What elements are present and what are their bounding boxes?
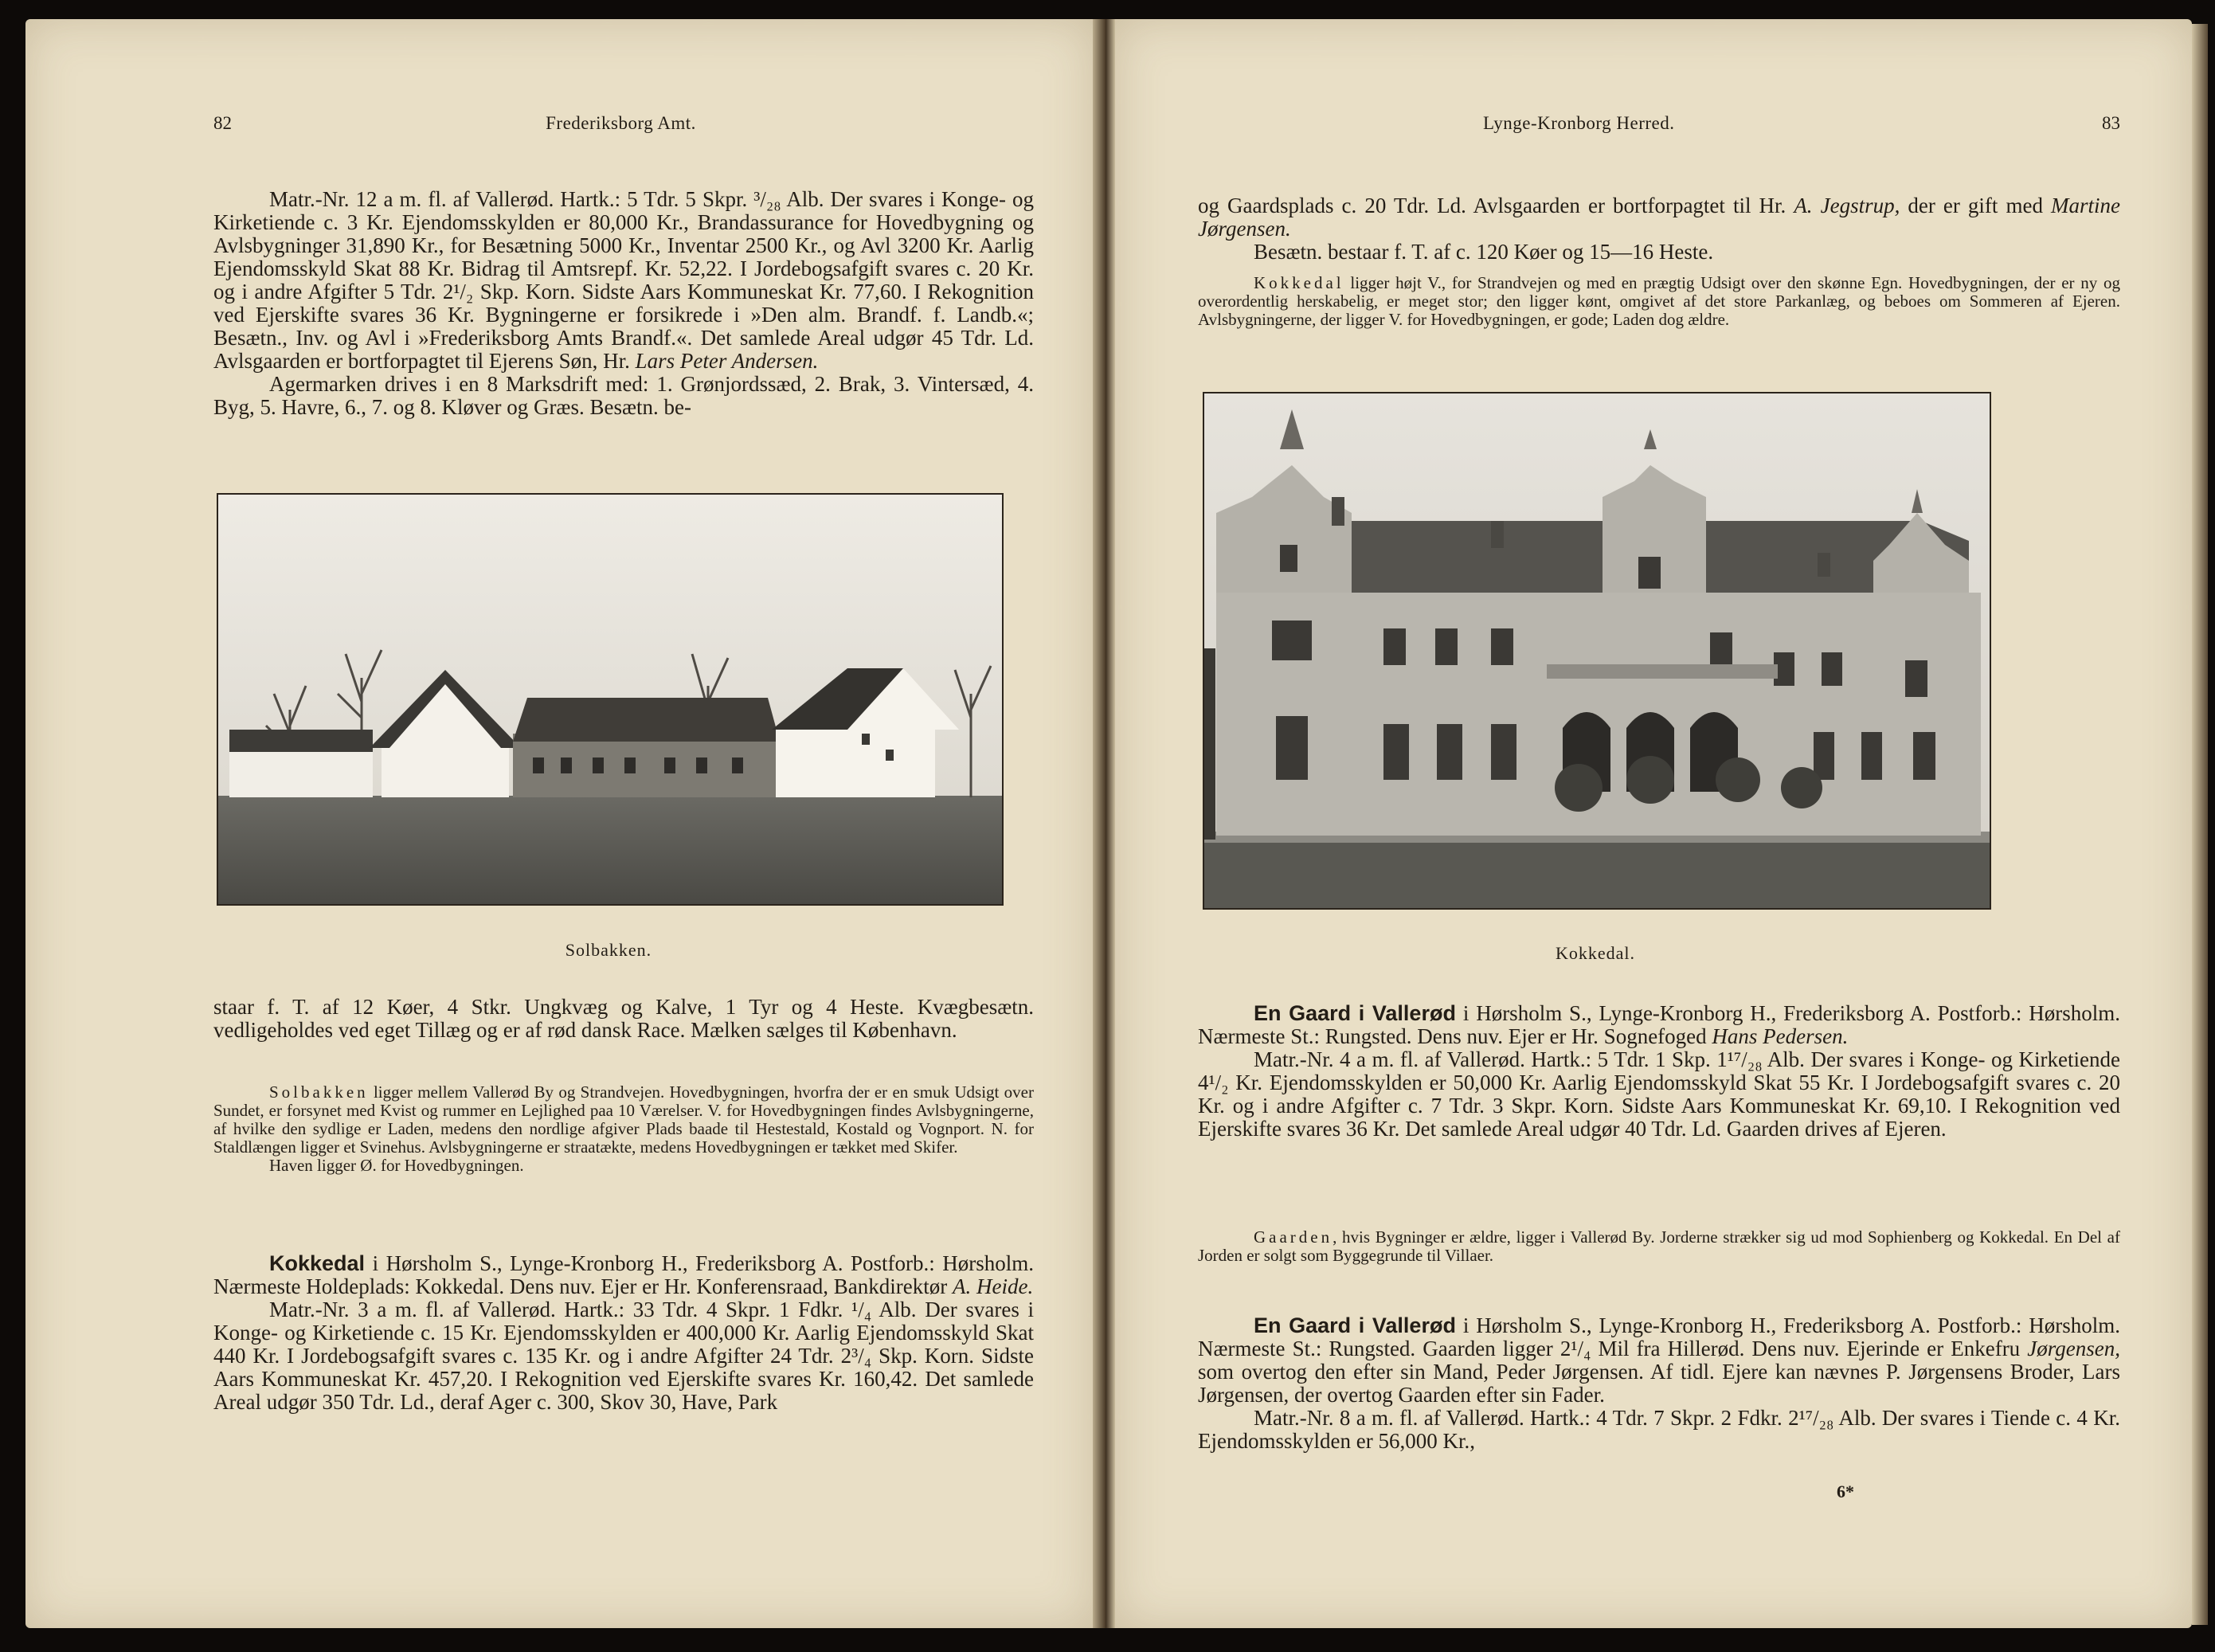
left-header [213, 113, 1034, 134]
note-garden: Haven ligger Ø. for Hovedbygningen. [269, 1156, 524, 1175]
page-number: 82 [213, 113, 232, 133]
text-block-continuation: og Gaardsplads c. 20 Tdr. Ld. Avlsgaarden er bortforpagtet til Hr. A. Jegstrup, der er gift med Martine Jørgensen. Besætn. bestaar f. T. af c. 120 Køer og 15—16 Heste. [1198, 194, 2120, 264]
livestock-line: Besætn. bestaar f. T. af c. 120 Køer og 15—16 Heste. [1254, 240, 1714, 264]
entry-owner: Hans Pedersen. [1712, 1024, 1849, 1048]
entry-gaard-1: En Gaard i Vallerød i Hørsholm S., Lynge-Kronborg H., Frederiksborg A. Postforb.: Hørsholm. Nærmeste St.: Rungsted. Dens nuv. Ejer er Hr. Sognefoged Hans Pedersen. Matr.-Nr. 4 a m. fl. af Vallerød. Hartk.: 5 Tdr. 1 Skp. 1¹⁷/₂₈ Alb. Der svares i Konge- og Kirketiende 4¹/₂ Kr. Ejendomsskylden er 50,000 Kr. Aarlig Ejendomsskyld Skat 55 Kr. I Jordebogsafgift svares c. 20 Kr. og i andre Afgifter c. 7 Tdr. 3 Skpr. Korn. Sidste Aars Kommuneskat Kr. 69,10. I Rekognition ved Ejerskifte svares 36 Kr. Det samlede Areal udgør 40 Tdr. Ld. Gaarden drives af Ejeren. [1198, 1001, 2121, 1141]
entry-title: Kokkedal [269, 1251, 366, 1275]
paragraph-agermarken: Agermarken drives i en 8 Marksdrift med: 1. Grønjordssæd, 2. Brak, 3. Vintersæd, 4. Byg, 5. Havre, 6., 7. og 8. Kløver og Græs. Besætn. be- [213, 372, 1034, 419]
kokkedal-photo [1203, 392, 1991, 910]
photo-caption: Kokkedal. [1555, 943, 1636, 963]
wife-name: Martine Jørgensen. [1198, 194, 2120, 241]
paragraph-matr-12a: Matr.-Nr. 12 a m. fl. af Vallerød. Hartk.: 5 Tdr. 5 Skpr. ³/₂₈ Alb. Der svares i Konge- og Kirketiende c. 3 Kr. Ejendomsskylden er 80,000 Kr., Brandassurance for Hovedbygning og Avlsbygninger 31,890 Kr., for Besætning 5000 Kr., Inventar 2500 Kr., og Avl 3200 Kr. Aarlig Ejendomsskyld Skat 88 Kr. Bidrag til Amtsrepf. Kr. 52,22. I Jordebogsafgift svares c. 20 Kr. og i andre Afgifter 5 Tdr. 2¹/₂ Skp. Korn. Sidste Aars Kommuneskat Kr. 77,60. I Rekognition ved Ejerskifte svares 36 Kr. Bygningerne er forsikrede i »Den alm. Brandf. f. Landb.«; Besætn., Inv. og Avl i »Frederiksborg Amts Brandf.«. Det samlede Areal udgør 45 Tdr. Ld. Avlsgaarden er bortforpagtet til Ejerens Søn, Hr. Lars Peter Andersen. [213, 187, 1034, 373]
right-page [1115, 19, 2192, 1628]
farm-image [218, 495, 1002, 904]
solbakken-photo [217, 493, 1004, 906]
note-kokkedal: Kokkedal ligger højt V., for Strandvejen og med en prægtig Udsigt over den skønne Egn. Hovedbygningen, der er ny og overordentlig herskabelig, er meget stor; den ligger kønt, omgivet af det store Parkanlæg, og beboes om Sommeren af Ejeren. Avlsbygningerne, der ligger V. for Hovedbygningen, er gode; Laden dog ældre. [1198, 273, 2120, 329]
entry-owner: Jørgensen, [2027, 1337, 2120, 1360]
left-page [25, 19, 1093, 1628]
owner-name: Lars Peter Andersen. [635, 349, 819, 373]
text-block-after-photo [213, 996, 1034, 1042]
tenant-name: A. Jegstrup, [1794, 194, 1900, 217]
entry-title: En Gaard i Vallerød [1254, 1001, 1456, 1025]
entry-owner: A. Heide. [952, 1274, 1034, 1298]
note-gaard-1: Gaarden, hvis Bygninger er ældre, ligger i Vallerød By. Jorderne strækker sig ud mod Sophienberg og Kokkedal. En Del af Jorden er solgt som Byggegrunde til Villaer. [1198, 1227, 2120, 1265]
manor-image [1204, 393, 1990, 908]
entry-details: Matr.-Nr. 4 a m. fl. af Vallerød. Hartk.: 5 Tdr. 1 Skp. 1¹⁷/₂₈ Alb. Der svares i Konge- og Kirketiende 4¹/₂ Kr. Ejendomsskylden er 50,000 Kr. Aarlig Ejendomsskyld Skat 55 Kr. I Jordebogsafgift svares c. 20 Kr. og i andre Afgifter c. 7 Tdr. 3 Skpr. Korn. Sidste Aars Kommuneskat Kr. 69,10. I Rekognition ved Ejerskifte svares 36 Kr. Det samlede Areal udgør 40 Tdr. Ld. Gaarden drives af Ejeren. [1198, 1047, 2120, 1141]
note-text: ligger mellem Vallerød By og Strandvejen. Hovedbygningen, hvorfra der er en smuk Udsigt over Sundet, er forsynet med Kvist og rummer en Lejlighed paa 10 Værelser. V. for Hovedbygningen findes Avlsbygningerne, af hvilke den sydlige er Laden, medens den nordlige afgiver Plads baade til Hestestald, Kostald og Vognport. N. for Staldlængen ligger et Svinehus. Avlsbygningerne er straatækte, medens Hovedbygningen er tækket med Skifer. [213, 1082, 1034, 1157]
running-title: Lynge-Kronborg Herred. [1483, 113, 1675, 133]
signature-mark: 6* [1837, 1482, 1854, 1501]
entry-details: Matr.-Nr. 8 a m. fl. af Vallerød. Hartk.: 4 Tdr. 7 Skpr. 2 Fdkr. 2¹⁷/₂₈ Alb. Der svares i Tiende c. 4 Kr. Ejendomsskylden er 56,000 Kr., [1198, 1406, 2120, 1453]
photo-caption: Solbakken. [565, 940, 652, 960]
entry-kokkedal: Kokkedal i Hørsholm S., Lynge-Kronborg H., Frederiksborg A. Postforb.: Hørsholm. Nærmeste Holdeplads: Kokkedal. Dens nuv. Ejer er Hr. Konferensraad, Bankdirektør A. Heide. Matr.-Nr. 3 a m. fl. af Vallerød. Hartk.: 33 Tdr. 4 Skpr. 1 Fdkr. ¹/₄ Alb. Der svares i Konge- og Kirketiende c. 15 Kr. Ejendomsskylden er 400,000 Kr. Aarlig Ejendomsskyld Skat 440 Kr. I Jordebogsafgift svares c. 135 Kr. og i andre Afgifter 24 Tdr. 2³/₄ Skp. Korn. Sidste Aars Kommuneskat Kr. 457,20. I Rekognition ved Ejerskifte svares Kr. 160,42. Det samlede Areal udgør 350 Tdr. Ld., deraf Ager c. 300, Skov 30, Have, Park [213, 1251, 1034, 1414]
note-lead: Solbakken [269, 1082, 369, 1102]
note-solbakken [213, 1083, 1034, 1175]
text-block-top [213, 188, 1034, 419]
entry-gaard-2: En Gaard i Vallerød i Hørsholm S., Lynge-Kronborg H., Frederiksborg A. Postforb.: Hørsholm. Nærmeste St.: Rungsted. Gaarden ligger 2¹/₄ Mil fra Hillerød. Dens nuv. Ejerinde er Enkefru Jørgensen, som overtog den efter sin Mand, Peder Jørgensen. Af tidl. Ejere kan nævnes P. Jørgensens Broder, Lars Jørgensen, der overtog Gaarden efter sin Fader. Matr.-Nr. 8 a m. fl. af Vallerød. Hartk.: 4 Tdr. 7 Skpr. 2 Fdkr. 2¹⁷/₂₈ Alb. Der svares i Tiende c. 4 Kr. Ejendomsskylden er 56,000 Kr., [1198, 1313, 2121, 1453]
note-lead: Kokkedal [1254, 273, 1344, 292]
running-title: Frederiksborg Amt. [546, 113, 696, 133]
right-header [1483, 113, 2120, 134]
page-number: 83 [2102, 113, 2120, 133]
entry-title: En Gaard i Vallerød [1254, 1313, 1456, 1337]
entry-details: Matr.-Nr. 3 a m. fl. af Vallerød. Hartk.: 33 Tdr. 4 Skpr. 1 Fdkr. ¹/₄ Alb. Der svares i Konge- og Kirketiende c. 15 Kr. Ejendomsskylden er 400,000 Kr. Aarlig Ejendomsskyld Skat 440 Kr. I Jordebogsafgift svares c. 135 Kr. og i andre Afgifter 24 Tdr. 2³/₄ Skp. Korn. Sidste Aars Kommuneskat Kr. 457,20. I Rekognition ved Ejerskifte svares Kr. 160,42. Det samlede Areal udgør 350 Tdr. Ld., deraf Ager c. 300, Skov 30, Have, Park [213, 1298, 1034, 1414]
paragraph-livestock: staar f. T. af 12 Køer, 4 Stkr. Ungkvæg og Kalve, 1 Tyr og 4 Heste. Kvægbesætn. vedligeholdes ved eget Tillæg og er af rød dansk Race. Mælken sælges til København. [213, 995, 1034, 1042]
